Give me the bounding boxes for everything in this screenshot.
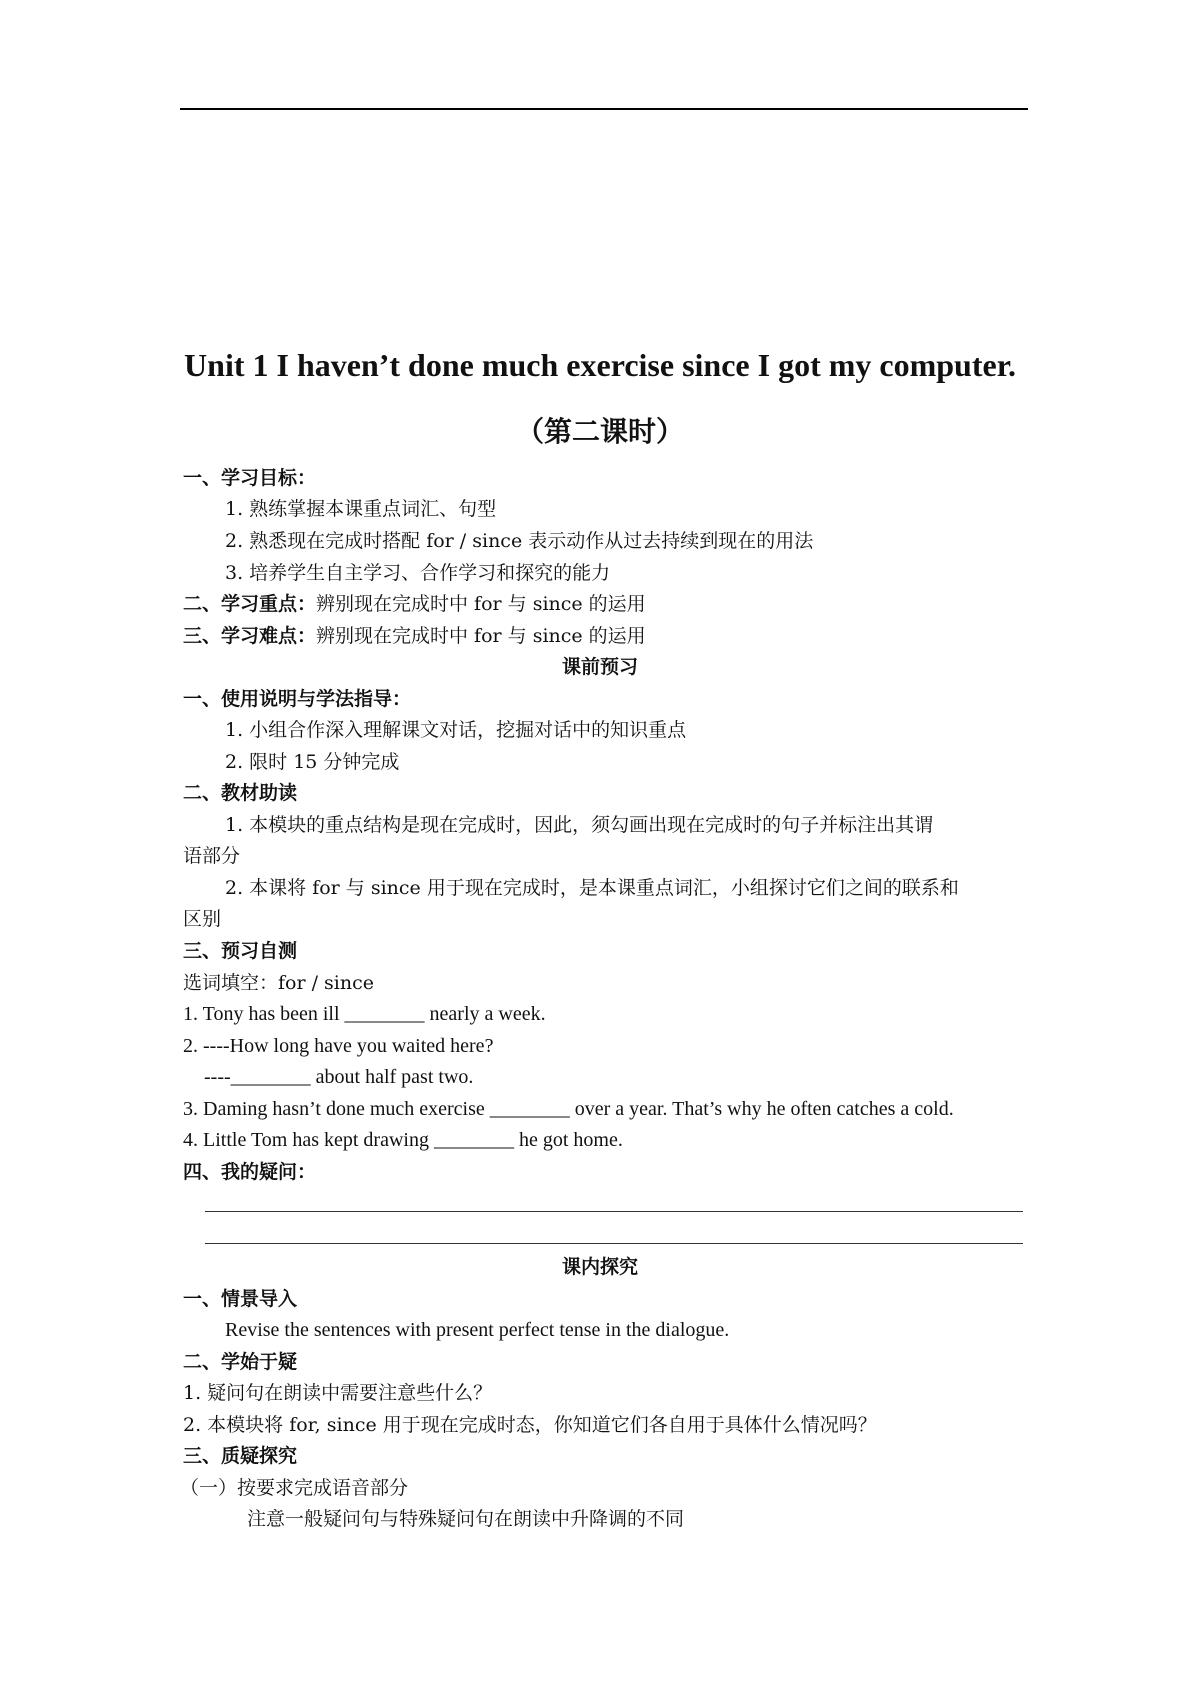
exercise-question: 4. Little Tom has kept drawing ________ he got home.: [183, 1129, 623, 1151]
doubt-heading: 二、学始于疑: [183, 1351, 298, 1373]
self-test-heading: 三、预习自测: [183, 940, 298, 962]
objective-item: 1. 熟练掌握本课重点词汇、句型: [225, 498, 497, 520]
key-point-heading: 二、学习重点：: [183, 593, 317, 615]
self-test-prompt: 选词填空：for / since: [183, 972, 374, 994]
lesson-subtitle: （第二课时）: [515, 415, 684, 448]
exercise-question: 1. Tony has been ill ________ nearly a week.: [183, 1003, 546, 1025]
intro-text: Revise the sentences with present perfect tense in the dialogue.: [225, 1319, 730, 1341]
intro-heading: 一、情景导入: [183, 1288, 298, 1310]
answer-blank-line: [205, 1243, 1023, 1244]
objective-item: 3. 培养学生自主学习、合作学习和探究的能力: [225, 562, 611, 584]
explore-heading: 三、质疑探究: [183, 1445, 298, 1467]
objectives-heading: 一、学习目标：: [183, 467, 317, 489]
answer-blank-line: [205, 1211, 1023, 1212]
exercise-question: 3. Daming hasn’t done much exercise ________ over a year. That’s why he often catches a cold.: [183, 1098, 954, 1120]
objective-item: 2. 熟悉现在完成时搭配 for / since 表示动作从过去持续到现在的用法: [225, 530, 814, 552]
instructions-heading: 一、使用说明与学法指导：: [183, 688, 412, 710]
explore-note: 注意一般疑问句与特殊疑问句在朗读中升降调的不同: [247, 1508, 685, 1530]
questions-heading: 四、我的疑问：: [183, 1161, 317, 1183]
reading-item-1: 1. 本模块的重点结构是现在完成时，因此，须勾画出现在完成时的句子并标注出其谓: [225, 814, 934, 836]
page-title: Unit 1 I haven’t done much exercise since I got my computer.: [184, 347, 1016, 383]
instruction-item: 1. 小组合作深入理解课文对话，挖掘对话中的知识重点: [225, 719, 687, 741]
header-rule: [180, 108, 1028, 110]
exercise-question: 2. ----How long have you waited here?: [183, 1035, 494, 1057]
key-point-text: 辨别现在完成时中 for 与 since 的运用: [316, 593, 646, 615]
doubt-item: 1. 疑问句在朗读中需要注意些什么？: [183, 1382, 493, 1404]
reading-item-2: 2. 本课将 for 与 since 用于现在完成时，是本课重点词汇，小组探讨它们之间的联系和: [225, 877, 959, 899]
exercise-answer-line: ----________ about half past two.: [204, 1066, 474, 1088]
key-point: [183, 592, 646, 616]
inquiry-section-title: 课内探究: [561, 1256, 638, 1278]
difficulty-text: 辨别现在完成时中 for 与 since 的运用: [316, 625, 646, 647]
reading-heading: 二、教材助读: [183, 782, 298, 804]
difficulty: [183, 624, 646, 648]
reading-item-1-cont: 语部分: [183, 845, 241, 867]
doubt-item: 2. 本模块将 for, since 用于现在完成时态，你知道它们各自用于具体什么情况吗？: [183, 1414, 877, 1436]
instruction-item: 2. 限时 15 分钟完成: [225, 751, 400, 773]
difficulty-heading: 三、学习难点：: [183, 625, 317, 647]
reading-item-2-cont: 区别: [183, 908, 222, 930]
preview-section-title: 课前预习: [561, 656, 638, 678]
explore-subsection: （一）按要求完成语音部分: [180, 1477, 409, 1499]
